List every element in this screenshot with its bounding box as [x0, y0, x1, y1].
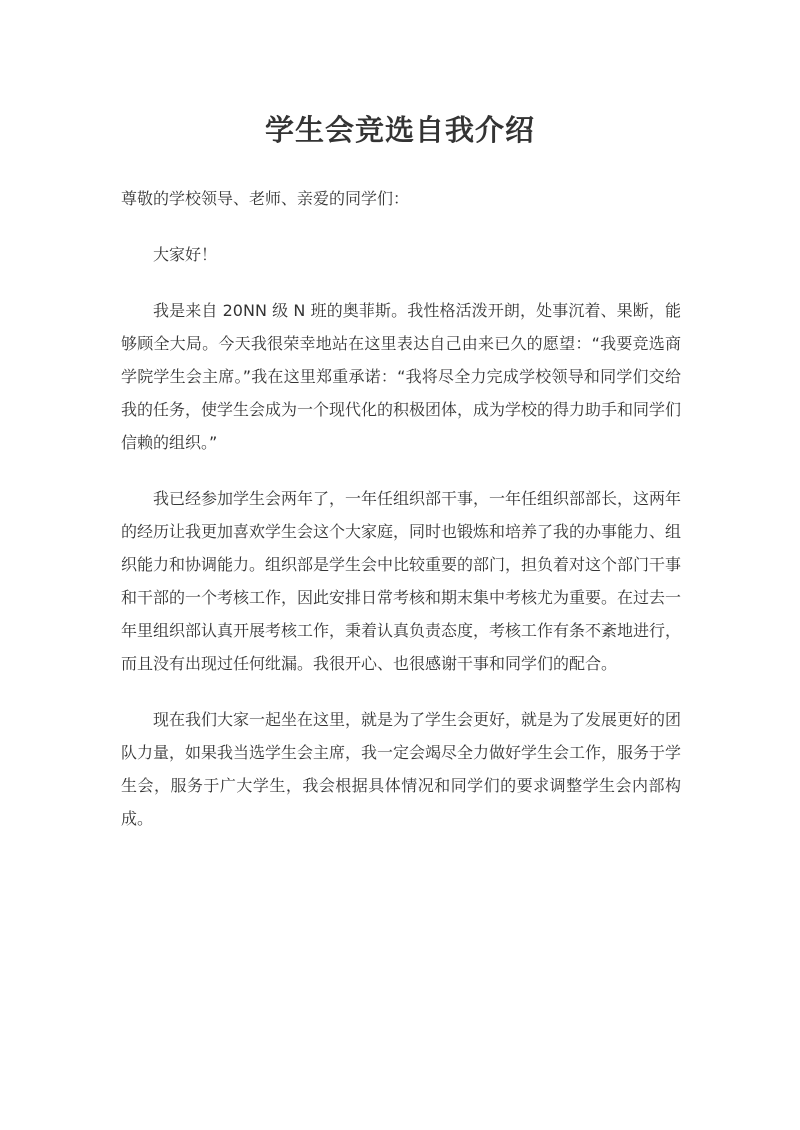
paragraph-greeting: 大家好！ [153, 245, 218, 264]
document-title: 学生会竞选自我介绍 [264, 113, 535, 147]
paragraph-commitment: 现在我们大家一起坐在这里，就是为了学生会更好，就是为了发展更好的团队力量，如果我当选学生会主席，我一定会竭尽全力做好学生会工作，服务于学生会，服务于广大学生，我会根据具体情况和同学们的要求调整学生会内部构成。 [121, 710, 682, 828]
document-body [121, 182, 681, 858]
paragraph-introduction: 我是来自 20NN 级 N 班的奥菲斯。我性格活泼开朗，处事沉着、果断，能够顾全大局。今天我很荣幸地站在这里表达自己由来已久的愿望：“我要竞选商学院学生会主席。”我在这里郑重承诺：“我将尽全力完成学校领导和同学们交给我的任务，使学生会成为一个现代化的积极团体，成为学校的得力助手和同学们信赖的组织。” [121, 301, 682, 452]
salutation: 尊敬的学校领导、老师、亲爱的同学们： [121, 189, 410, 208]
paragraph-experience: 我已经参加学生会两年了，一年任组织部干事，一年任组织部部长，这两年的经历让我更加喜欢学生会这个大家庭，同时也锻炼和培养了我的办事能力、组织能力和协调能力。组织部是学生会中比较重要的部门，担负着对这个部门干事和干部的一个考核工作，因此安排日常考核和期末集中考核尤为重要。在过去一年里组织部认真开展考核工作，秉着认真负责态度，考核工作有条不紊地进行，而且没有出现过任何纰漏。我很开心、也很感谢干事和同学们的配合。 [121, 489, 682, 673]
